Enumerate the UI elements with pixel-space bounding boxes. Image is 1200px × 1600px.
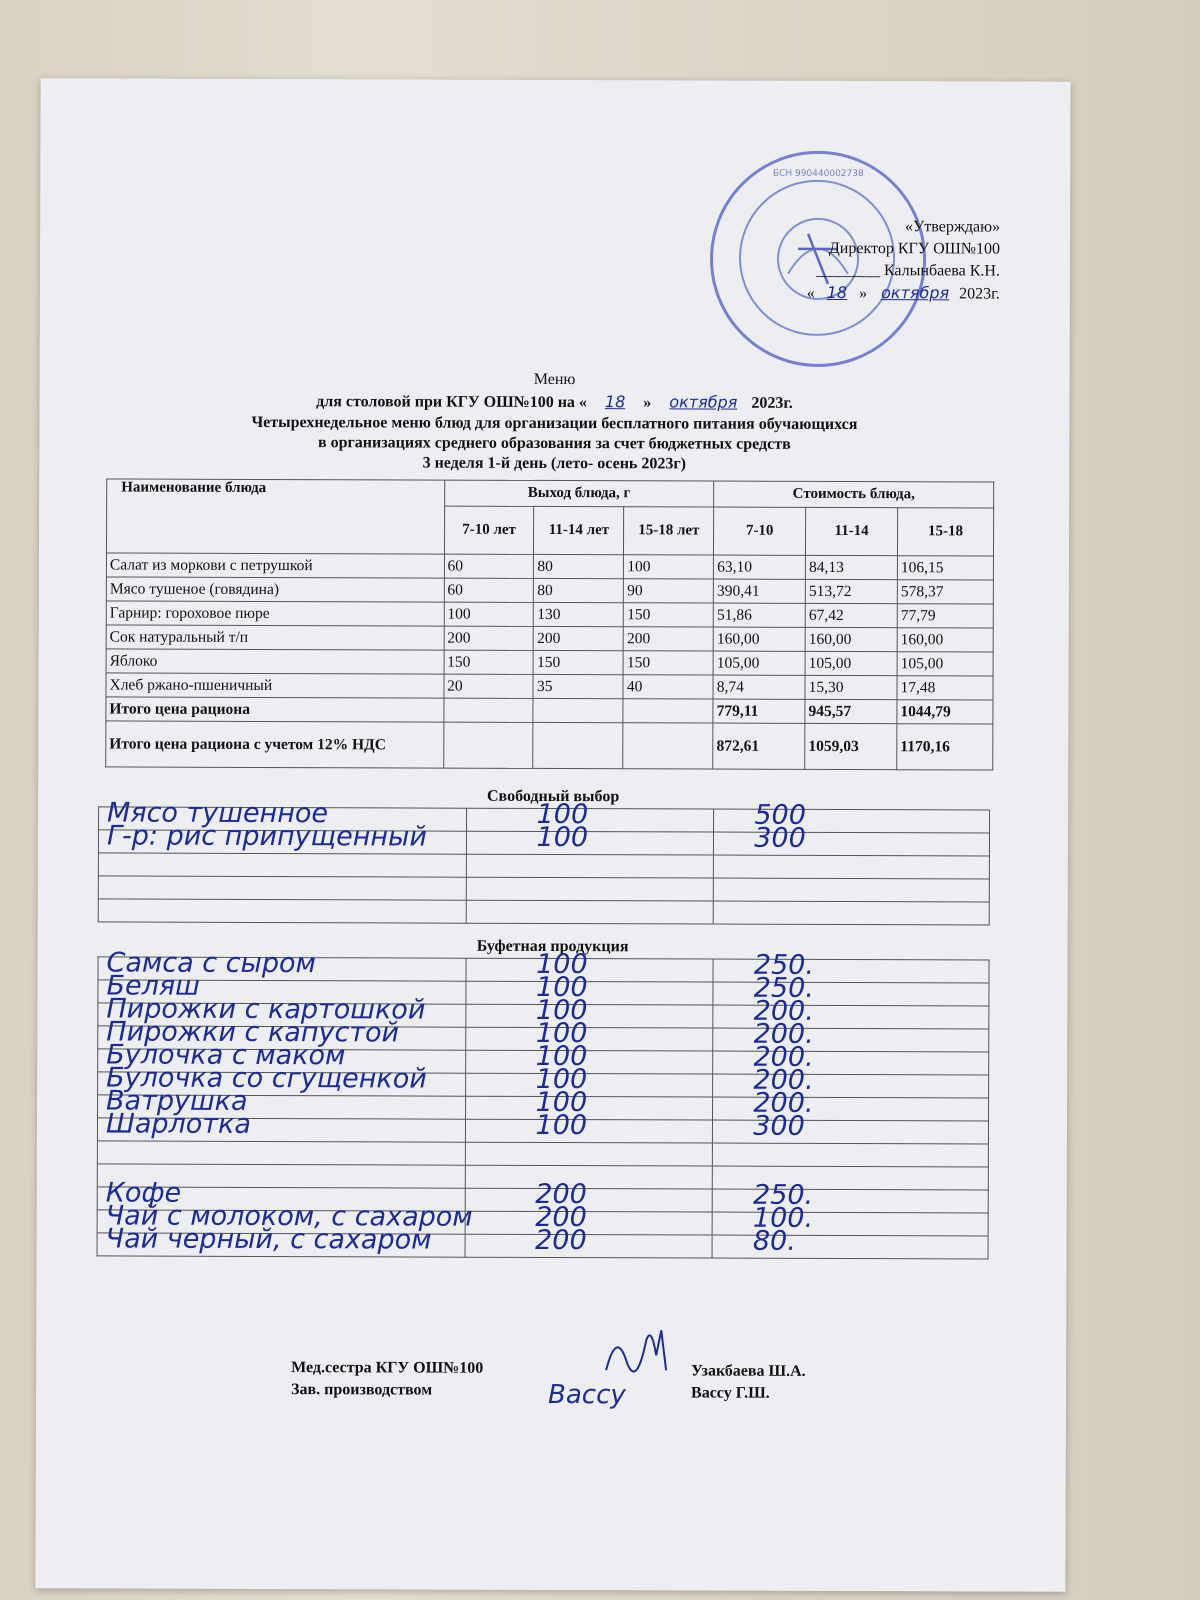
nurse-role: Мед.сестра КГУ ОШ№100	[291, 1359, 484, 1377]
item-weight: 100	[536, 948, 588, 981]
yield-15-18: 40	[623, 675, 713, 699]
cost-15-18: 77,79	[897, 604, 993, 628]
dish-row	[106, 649, 993, 676]
item-price: 300	[753, 1110, 805, 1142]
total-label: Итого цена рациона	[106, 697, 444, 722]
total-cost: 1044,79	[897, 700, 993, 724]
cost-7-10: 105,00	[713, 651, 805, 675]
item-name: Шарлотка	[105, 1108, 251, 1140]
total-vat-cost: 872,61	[713, 723, 805, 769]
menu-subtitle-2: в организациях среднего образования за счет бюджетных средств	[317, 434, 791, 453]
age-group-header: 11-14 лет	[534, 506, 624, 554]
menu-date-line: для столовой при КГУ ОШ№100 на « 18 » октября 2023г.	[316, 392, 793, 412]
nurse-name: Узакбаева Ш.А.	[691, 1362, 806, 1380]
dish-name: Гарнир: гороховое пюре	[106, 601, 444, 626]
dish-name: Сок натуральный т/п	[106, 625, 444, 650]
approval-date: « 18 » октября 2023г.	[806, 282, 1000, 303]
item-weight: 100	[536, 821, 589, 854]
dish-name: Яблоко	[106, 649, 444, 674]
dish-name: Салат из моркови с петрушкой	[106, 553, 444, 578]
cost-7-10: 63,10	[714, 555, 806, 579]
col-yield: Выход блюда, г	[444, 480, 714, 507]
cost-11-14: 84,13	[805, 555, 897, 579]
item-weight: 100	[536, 798, 589, 831]
total-vat-label: Итого цена рациона с учетом 12% НДС	[106, 721, 444, 768]
total-cost: 945,57	[805, 699, 897, 723]
item-price: 250.	[752, 1179, 814, 1211]
item-name: Самса с сыром	[106, 947, 316, 980]
age-group-header: 15-18	[897, 508, 993, 556]
yield-15-18: 150	[623, 651, 713, 675]
cost-11-14: 160,00	[805, 627, 897, 651]
dish-row	[106, 673, 993, 700]
item-price: 200.	[753, 1018, 814, 1050]
yield-11-14: 80	[534, 578, 624, 602]
cost-15-18: 106,15	[897, 556, 993, 580]
yield-7-10: 60	[444, 554, 534, 578]
item-price: 500	[754, 799, 806, 831]
item-name: Кофе	[105, 1177, 182, 1209]
item-price: 300	[754, 822, 806, 854]
item-name: Пирожки с капустой	[106, 1016, 400, 1049]
yield-15-18: 150	[624, 603, 714, 627]
item-price: 250.	[753, 972, 814, 1004]
cost-11-14: 105,00	[805, 651, 897, 675]
approval-block	[807, 216, 1000, 306]
total-cost: 779,11	[713, 699, 805, 723]
cost-7-10: 51,86	[713, 603, 805, 627]
chef-name: Вассу Г.Ш.	[691, 1384, 770, 1402]
yield-15-18: 90	[624, 579, 714, 603]
main-menu-table	[105, 478, 994, 770]
cost-7-10: 160,00	[713, 627, 805, 651]
handwritten-row	[98, 899, 989, 925]
buffet-title: Буфетная продукция	[476, 937, 629, 956]
dish-row	[106, 553, 993, 580]
menu-title: Меню	[533, 370, 576, 389]
item-weight: 100	[535, 1109, 588, 1142]
chef-role: Зав. производством	[291, 1381, 433, 1399]
age-group-header: 15-18 лет	[624, 507, 714, 555]
dish-row	[106, 577, 993, 604]
yield-7-10: 60	[444, 578, 534, 602]
yield-7-10: 200	[444, 626, 534, 650]
chef-signature: Вассу	[547, 1379, 626, 1411]
total-vat-cost: 1170,16	[897, 724, 993, 770]
item-weight: 100	[535, 1086, 588, 1119]
item-name: Чай черный, с сахаром	[105, 1223, 432, 1256]
handwritten-row	[97, 1233, 988, 1259]
item-name: Булочка со сгущенкой	[106, 1062, 427, 1095]
menu-month: октября	[669, 392, 738, 412]
cost-15-18: 105,00	[897, 652, 993, 676]
item-price: 100.	[752, 1202, 814, 1234]
handwritten-row	[97, 1118, 988, 1144]
age-group-header: 11-14	[806, 507, 898, 555]
cost-15-18: 578,37	[897, 580, 993, 604]
item-weight: 200	[535, 1201, 587, 1234]
handwritten-row	[98, 830, 989, 856]
col-dish-name: Наименование блюда	[106, 479, 444, 554]
yield-11-14: 35	[533, 674, 623, 698]
item-weight: 200	[535, 1224, 587, 1257]
svg-text:БСН 990440002738: БСН 990440002738	[772, 168, 864, 180]
item-weight: 100	[535, 994, 588, 1027]
item-name: Ватрушка	[106, 1085, 248, 1117]
cost-15-18: 17,48	[897, 676, 993, 700]
dish-name: Хлеб ржано-пшеничный	[106, 673, 444, 698]
cost-11-14: 513,72	[805, 579, 897, 603]
free-choice-title: Свободный выбор	[486, 787, 620, 806]
yield-7-10: 20	[444, 674, 534, 698]
handwritten-row	[97, 1141, 988, 1167]
nurse-signature-icon	[596, 1320, 676, 1380]
item-price: 200.	[753, 995, 814, 1027]
handwritten-row	[98, 876, 989, 902]
item-weight: 100	[535, 971, 588, 1004]
item-name: Булочка с маком	[106, 1039, 346, 1072]
yield-11-14: 130	[534, 602, 624, 626]
menu-day: 18	[604, 392, 626, 412]
col-cost: Стоимость блюда,	[714, 481, 994, 508]
item-name: Г-р: рис припущенный	[106, 820, 427, 853]
dish-row	[106, 625, 993, 652]
yield-11-14: 80	[534, 554, 624, 578]
total-vat-cost: 1059,03	[805, 723, 897, 769]
buffet-table	[97, 947, 990, 1259]
approval-position: Директор КГУ ОШ№100	[828, 239, 1001, 258]
yield-7-10: 100	[444, 602, 534, 626]
item-weight: 200	[535, 1178, 587, 1211]
item-price: 200.	[753, 1087, 814, 1119]
dish-name: Мясо тушеное (говядина)	[106, 577, 444, 602]
yield-11-14: 200	[534, 626, 624, 650]
item-weight: 100	[535, 1017, 588, 1050]
item-name: Пирожки с картошкой	[106, 993, 426, 1026]
document-sheet	[35, 78, 1070, 1592]
item-weight: 100	[535, 1063, 588, 1096]
item-name: Мясо тушенное	[107, 797, 329, 830]
item-name: Чай с молоком, с сахаром	[105, 1200, 473, 1233]
item-weight: 100	[535, 1040, 588, 1073]
free-choice-table	[98, 797, 990, 925]
cost-15-18: 160,00	[897, 628, 993, 652]
item-price: 250.	[753, 949, 815, 981]
yield-15-18: 200	[623, 627, 713, 651]
item-price: 200.	[753, 1041, 814, 1073]
approval-name: ________ Калынбаева К.Н.	[815, 261, 1001, 280]
menu-week-day: 3 неделя 1-й день (лето- осень 2023г)	[422, 454, 687, 473]
cost-7-10: 390,41	[713, 579, 805, 603]
dish-row	[106, 601, 993, 628]
approval-day: 18	[826, 282, 848, 303]
yield-7-10: 150	[444, 650, 534, 674]
yield-15-18: 100	[624, 555, 714, 579]
item-name: Беляш	[106, 970, 200, 1002]
cost-7-10: 8,74	[713, 675, 805, 699]
yield-11-14: 150	[533, 650, 623, 674]
item-price: 200.	[753, 1064, 814, 1096]
approval-month: октября	[881, 283, 950, 303]
age-group-header: 7-10 лет	[444, 506, 534, 554]
cost-11-14: 67,42	[805, 603, 897, 627]
age-group-header: 7-10	[714, 507, 806, 555]
item-price: 80.	[752, 1225, 796, 1257]
menu-subtitle: Четырехнедельное меню блюд для организации бесплатного питания обучающихся	[251, 413, 858, 434]
approval-title: «Утверждаю»	[904, 218, 1001, 236]
handwritten-row	[98, 853, 989, 879]
cost-11-14: 15,30	[805, 675, 897, 699]
